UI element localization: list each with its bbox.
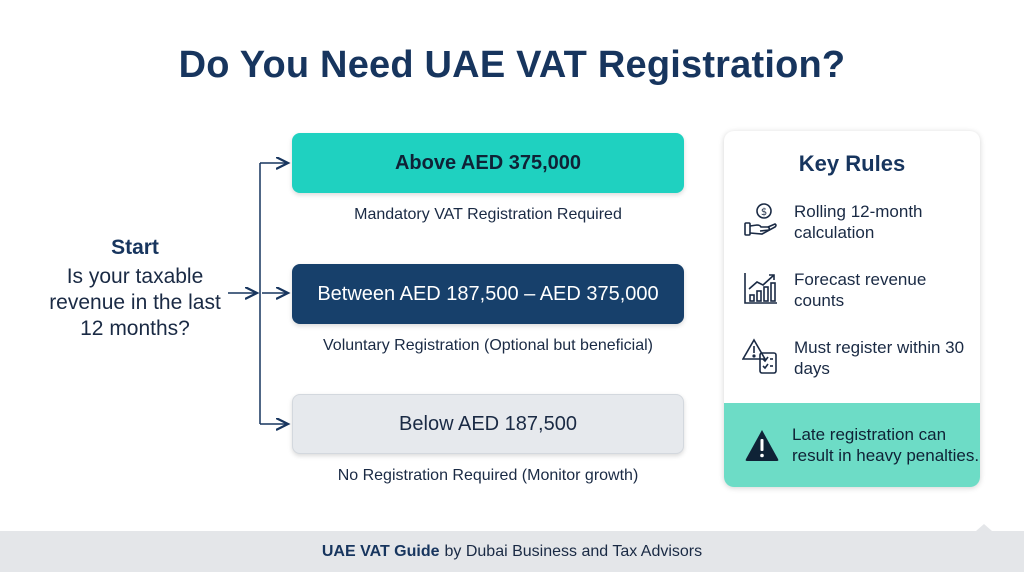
key-rules-panel <box>724 131 980 487</box>
rule-item <box>742 269 972 311</box>
warning-checklist-icon <box>742 337 780 375</box>
rule-item <box>742 337 972 379</box>
warning-icon <box>744 428 780 462</box>
footer-text: by Dubai Business and Tax Advisors <box>444 542 703 560</box>
caption-between-thresholds: Voluntary Registration (Optional but beneficial) <box>323 337 653 354</box>
rule-item <box>742 201 972 243</box>
flow-lines <box>228 163 288 424</box>
growth-chart-icon <box>742 269 780 307</box>
hand-coin-icon <box>742 201 780 239</box>
start-node <box>40 236 230 342</box>
rule-text: Must register within 30 days <box>794 338 965 378</box>
option-above-threshold: Above AED 375,000 <box>292 133 684 193</box>
start-label: Start <box>111 236 159 259</box>
rule-text: Rolling 12-month calculation <box>794 202 923 242</box>
caption-below-threshold: No Registration Required (Monitor growth) <box>337 467 639 484</box>
option-below-threshold: Below AED 187,500 <box>292 394 684 454</box>
footer-brand: UAE VAT Guide <box>321 542 440 560</box>
footer <box>0 531 1024 572</box>
svg-text:$: $ <box>760 207 768 218</box>
start-question: Is your taxable revenue in the last 12 months? <box>49 265 221 340</box>
option-between-thresholds: Between AED 187,500 – AED 375,000 <box>292 264 684 324</box>
alert-text: Late registration can result in heavy penalties. <box>792 425 980 465</box>
footer-tab-decoration <box>968 524 1024 538</box>
rule-text: Forecast revenue counts <box>794 270 927 310</box>
caption-above-threshold: Mandatory VAT Registration Required <box>354 206 622 223</box>
key-rules-title: Key Rules <box>798 151 906 176</box>
page-title: Do You Need UAE VAT Registration? <box>178 44 846 86</box>
penalty-alert <box>724 403 980 487</box>
